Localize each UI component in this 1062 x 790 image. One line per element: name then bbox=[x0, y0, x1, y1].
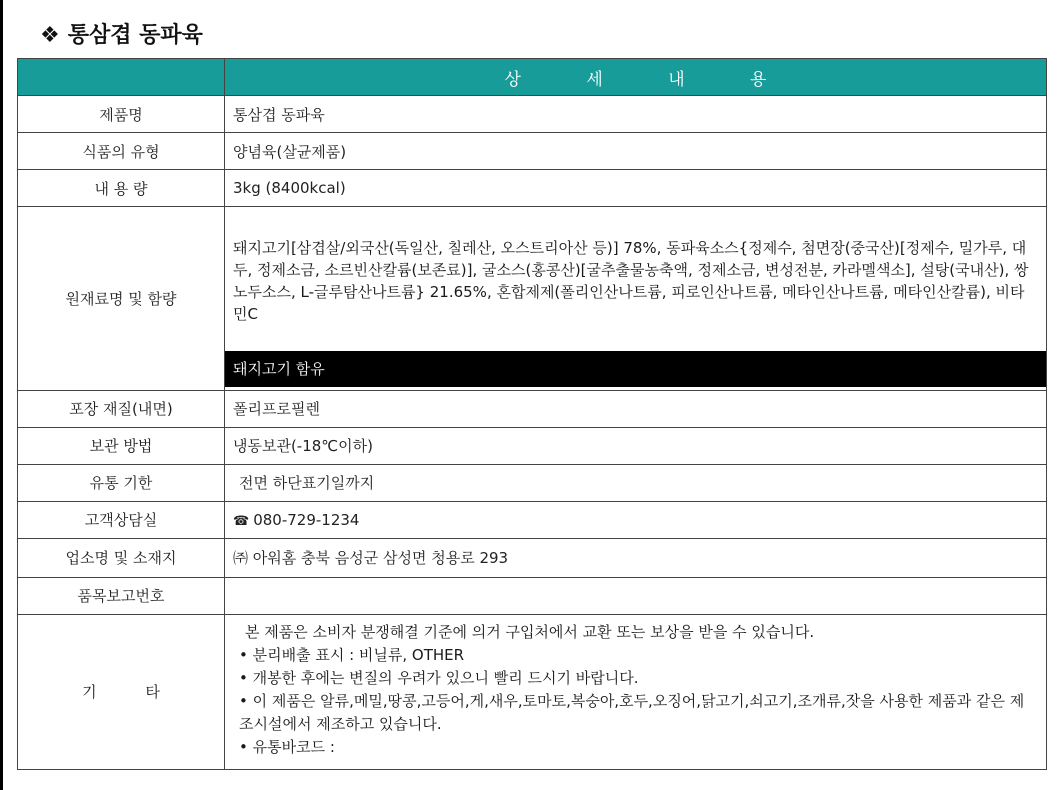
table-row-expiry bbox=[18, 464, 1047, 501]
ingredients-text: 돼지고기[삼겹살/외국산(독일산, 칠레산, 오스트리아산 등)] 78%, 동파육소스{정제수, 첨면장(중국산)[정제수, 밀가루, 대두, 정제소금, 소르빈산칼륨(보존료)], 굴소스(홍콩산)[굴추출물농축액, 정제소금, 변성전분, 카라멜색소], 설탕(국내산), 쌍노두소스, L-글루탐산나트륨} 21.65%, 혼합제제(폴리인산나트륨, 피로인산나트륨, 메타인산나트륨, 메타인산칼륨), 비타민C bbox=[233, 239, 1029, 324]
misc-line: • 유통바코드 : bbox=[239, 737, 335, 756]
row-label: 고객상담실 bbox=[18, 501, 225, 538]
row-value: 폴리프로필렌 bbox=[225, 390, 1047, 427]
phone-number: 080-729-1234 bbox=[253, 510, 360, 529]
misc-line: • 분리배출 표시 : 비닐류, OTHER bbox=[239, 645, 465, 664]
table-row-packaging bbox=[18, 390, 1047, 427]
row-label: 내 용 량 bbox=[18, 170, 225, 207]
row-label: 유통 기한 bbox=[18, 464, 225, 501]
row-label: 보관 방법 bbox=[18, 427, 225, 464]
label-column-header bbox=[18, 59, 225, 96]
table-row-company bbox=[18, 538, 1047, 577]
table-row-food-type bbox=[18, 133, 1047, 170]
table-row-ingredients bbox=[18, 207, 1047, 391]
row-label: 업소명 및 소재지 bbox=[18, 538, 225, 577]
allergen-notice: 돼지고기 함유 bbox=[225, 351, 1046, 387]
row-label: 식품의 유형 bbox=[18, 133, 225, 170]
row-value: 냉동보관(-18℃이하) bbox=[225, 427, 1047, 464]
misc-line: • 개봉한 후에는 변질의 우려가 있으니 빨리 드시기 바랍니다. bbox=[239, 668, 639, 687]
row-value: 통삼겹 동파육 bbox=[225, 96, 1047, 133]
diamond-bullet-icon: ❖ bbox=[40, 23, 60, 48]
phone-icon: ☎ bbox=[233, 513, 250, 529]
row-label: 원재료명 및 함량 bbox=[18, 207, 225, 391]
detail-column-header: 상 세 내 용 bbox=[225, 59, 1047, 96]
table-row-volume bbox=[18, 170, 1047, 207]
row-value bbox=[225, 577, 1047, 614]
page-left-border bbox=[0, 0, 3, 790]
row-value: ㈜ 아워홈 충북 음성군 삼성면 청용로 293 bbox=[225, 538, 1047, 577]
row-value-phone bbox=[225, 501, 1047, 538]
table-header-row bbox=[18, 59, 1047, 96]
page-title-text: 통삼겹 동파육 bbox=[67, 23, 203, 48]
product-info-table bbox=[17, 58, 1047, 770]
row-value: 양념육(살균제품) bbox=[225, 133, 1047, 170]
table-row-misc bbox=[18, 614, 1047, 769]
row-label: 포장 재질(내면) bbox=[18, 390, 225, 427]
misc-cell bbox=[225, 614, 1047, 769]
page-title bbox=[40, 18, 203, 49]
ingredients-cell bbox=[225, 207, 1047, 391]
row-label: 품목보고번호 bbox=[18, 577, 225, 614]
row-label: 기 타 bbox=[18, 614, 225, 769]
table-row-customer-service bbox=[18, 501, 1047, 538]
table-row-product-name bbox=[18, 96, 1047, 133]
misc-line: • 이 제품은 알류,메밀,땅콩,고등어,게,새우,토마토,복숭아,호두,오징어,닭고기,쇠고기,조개류,잣을 사용한 제품과 같은 제조시설에서 제조하고 있습니다. bbox=[239, 691, 1025, 733]
row-label: 제품명 bbox=[18, 96, 225, 133]
misc-line: 본 제품은 소비자 분쟁해결 기준에 의거 구입처에서 교환 또는 보상을 받을 수 있습니다. bbox=[245, 622, 815, 641]
table-row-storage bbox=[18, 427, 1047, 464]
row-value: 전면 하단표기일까지 bbox=[225, 464, 1047, 501]
row-value: 3kg (8400kcal) bbox=[225, 170, 1047, 207]
table-row-report-number bbox=[18, 577, 1047, 614]
